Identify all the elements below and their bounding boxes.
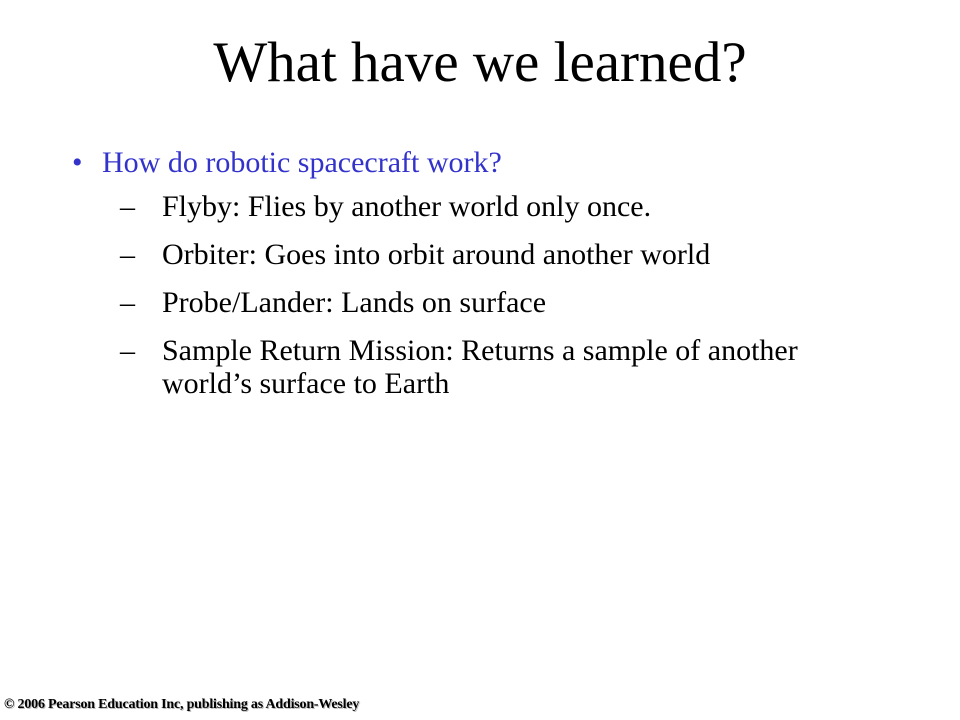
sub-item-probe-lander xyxy=(120,286,862,319)
sub-item-text: Flyby: Flies by another world only once. xyxy=(162,190,652,223)
sub-item-text: Probe/Lander: Lands on surface xyxy=(162,286,547,319)
bullet-item xyxy=(72,142,932,400)
sub-item-text: Sample Return Mission: Returns a sample of another world’s surface to Earth xyxy=(162,334,798,400)
sub-item-sample-return xyxy=(120,334,862,400)
sub-item-flyby xyxy=(120,190,862,223)
sub-list xyxy=(102,190,932,400)
dash-marker: – xyxy=(120,238,135,271)
sub-item-orbiter xyxy=(120,238,862,271)
bullet-text: How do robotic spacecraft work? xyxy=(102,146,502,179)
slide-title: What have we learned? xyxy=(213,31,747,94)
copyright-footer: © 2006 Pearson Education Inc, publishing as Addison-Wesley xyxy=(4,697,360,712)
bullet-list xyxy=(72,142,932,415)
sub-item-text: Orbiter: Goes into orbit around another world xyxy=(162,238,711,271)
dash-marker: – xyxy=(120,190,135,223)
dash-marker: – xyxy=(120,334,135,367)
bullet-marker: • xyxy=(72,146,83,179)
dash-marker: – xyxy=(120,286,135,319)
